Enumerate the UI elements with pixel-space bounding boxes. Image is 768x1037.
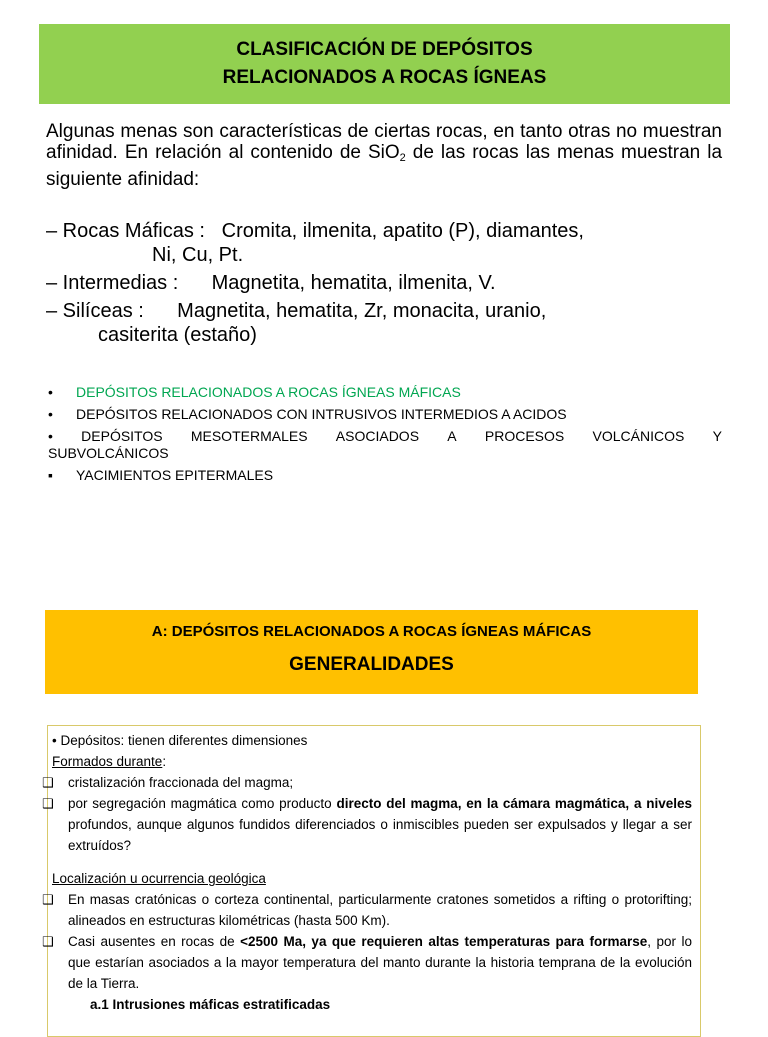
spacer — [52, 856, 692, 868]
rock-type-minerals: Magnetita, hematita, ilmenita, V. — [211, 272, 496, 294]
rock-type-label: – Silíceas : — [46, 300, 144, 322]
section-banner — [45, 610, 698, 694]
bullet-icon: • — [48, 406, 53, 422]
bold-text-run: <2500 Ma, ya que requieren altas temperaturas para formarse — [240, 934, 648, 949]
bullet-icon: • — [48, 384, 53, 400]
formed-heading: Formados durante — [52, 754, 163, 769]
intro-subscript: 2 — [399, 152, 406, 164]
rock-type-label: – Rocas Máficas : — [46, 220, 205, 242]
text-run: por segregación magmática como producto — [68, 796, 337, 811]
list-item-text — [68, 931, 692, 994]
word: A — [447, 428, 457, 444]
intro-paragraph — [46, 121, 722, 190]
rock-type-siliceous — [46, 299, 736, 347]
title-banner — [39, 24, 730, 104]
rock-type-intermediate — [46, 271, 736, 295]
bold-text-run: directo del magma, en la cámara magmática, a niveles — [336, 796, 692, 811]
text-run: , por lo que estarían asociados a la mayor temperatura del manto durante la historia temprana de la evolución de la Tierra. — [68, 934, 692, 991]
word: PROCESOS — [484, 428, 565, 444]
title-line-2: RELACIONADOS A ROCAS ÍGNEAS — [222, 67, 547, 88]
list-item-text: En masas cratónicas o corteza continental, particularmente cratones sometidos a rifting o protorifting; alineados en estructuras kilométricas (hasta 500 Km). — [68, 892, 692, 928]
rock-type-minerals: Cromita, ilmenita, apatito (P), diamantes, — [221, 220, 584, 242]
content-body — [42, 730, 692, 1015]
intro-text-1: Algunas menas son características de ciertas rocas, en tanto otras no muestran afinidad. En relación al contenido de SiO — [46, 121, 722, 163]
rock-type-mafic — [46, 219, 736, 267]
list-item — [42, 772, 692, 793]
location-heading: Localización u ocurrencia geológica — [52, 871, 266, 886]
rock-type-label: – Intermedias : — [46, 272, 179, 294]
intro-text-2: de las rocas las menas muestran la siguiente afinidad: — [46, 142, 723, 190]
formed-heading-line — [52, 751, 692, 772]
content-box — [42, 725, 701, 1037]
section-subtitle: A: DEPÓSITOS RELACIONADOS A ROCAS ÍGNEAS MÁFICAS — [151, 623, 592, 640]
word: Y — [712, 428, 722, 444]
rock-type-minerals-cont: Ni, Cu, Pt. — [152, 244, 244, 266]
list-item-text: YACIMIENTOS EPITERMALES — [76, 467, 274, 483]
list-item — [48, 406, 722, 423]
section-heading: GENERALIDADES — [289, 654, 454, 675]
list-item-text: DEPÓSITOS RELACIONADOS A ROCAS ÍGNEAS MÁFICAS — [76, 384, 461, 400]
checkbox-bullet-icon: ❑ — [42, 892, 54, 907]
list-item-text: DEPÓSITOS RELACIONADOS CON INTRUSIVOS INTERMEDIOS A ACIDOS — [76, 406, 567, 422]
deposits-line: • Depósitos: tienen diferentes dimensiones — [52, 733, 308, 748]
list-item — [42, 889, 692, 931]
list-item — [48, 384, 722, 401]
list-item — [42, 931, 692, 994]
text-run: profundos, aunque algunos fundidos diferenciados o inmiscibles pueden ser expulsados y llegar a ser extruídos? — [68, 817, 692, 853]
word: MESOTERMALES — [190, 428, 308, 444]
word: ASOCIADOS — [335, 428, 420, 444]
text-run: Casi ausentes en rocas de — [68, 934, 241, 949]
checkbox-bullet-icon: ❑ — [42, 934, 54, 949]
list-item-text-cont: SUBVOLCÁNICOS — [48, 445, 169, 461]
title-line-1: CLASIFICACIÓN DE DEPÓSITOS — [236, 39, 533, 60]
square-bullet-icon: ▪ — [48, 467, 53, 483]
list-item — [48, 467, 722, 484]
colon: : — [162, 754, 167, 769]
subsection-heading: a.1 Intrusiones máficas estratificadas — [90, 997, 331, 1012]
rock-type-minerals: Magnetita, hematita, Zr, monacita, uranio, — [177, 300, 547, 322]
bullet-icon: • — [48, 428, 53, 444]
word: VOLCÁNICOS — [592, 428, 685, 444]
rock-type-minerals-cont: casiterita (estaño) — [98, 324, 257, 346]
deposit-types-list — [48, 384, 722, 489]
rock-type-list — [46, 219, 736, 351]
list-item-text — [68, 793, 692, 856]
list-item — [42, 793, 692, 856]
list-item — [48, 428, 722, 462]
word: DEPÓSITOS — [81, 428, 163, 444]
checkbox-bullet-icon: ❑ — [42, 775, 54, 790]
checkbox-bullet-icon: ❑ — [42, 796, 54, 811]
list-item-text: cristalización fraccionada del magma; — [68, 775, 294, 790]
list-item-text — [48, 428, 722, 445]
